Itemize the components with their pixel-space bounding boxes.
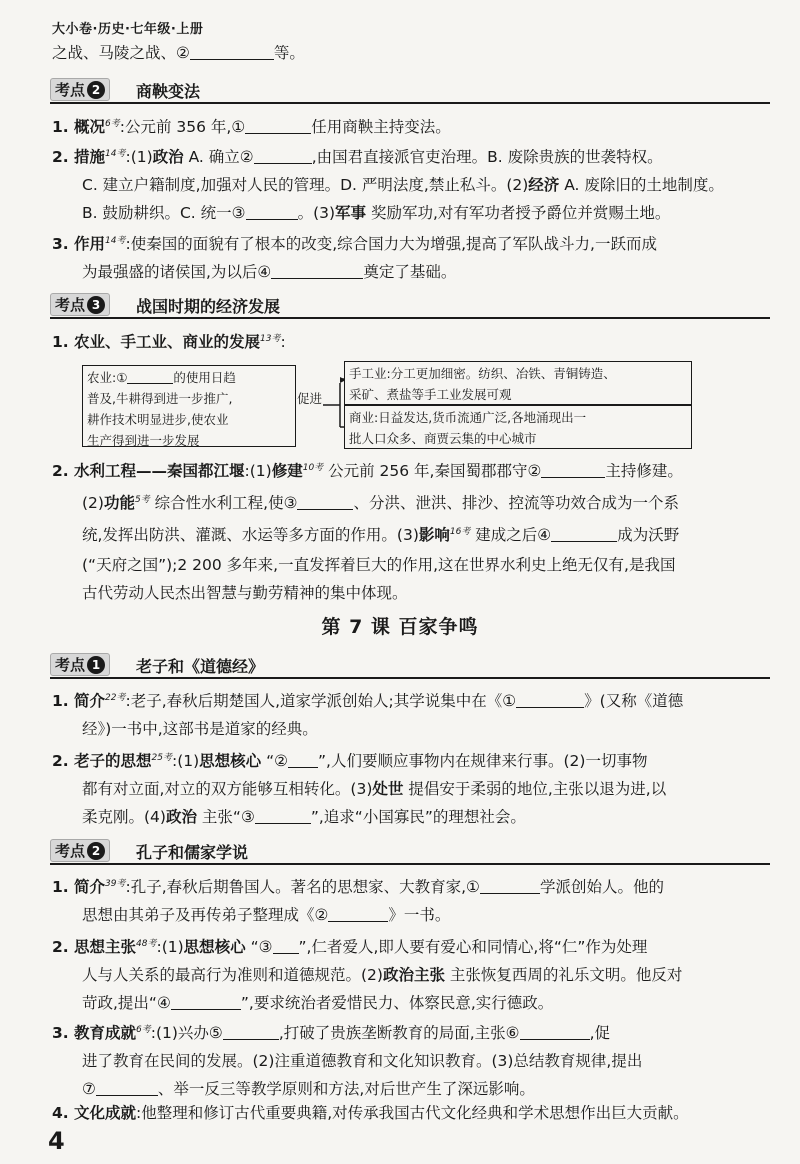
answer-blank[interactable] bbox=[288, 752, 318, 768]
list-item: 3. 作用$^{14考}$:使秦国的面貌有了根本的改变,综合国力大为增强,提高了军队战斗力,一跃而成 bbox=[52, 235, 657, 253]
answer-blank[interactable] bbox=[246, 204, 298, 220]
section-divider bbox=[50, 102, 770, 104]
list-item-continuation: C. 建立户籍制度,加强对人民的管理。D. 严明法度,禁止私斗。(2)经济 A. 废除旧的土地制度。 bbox=[82, 176, 724, 194]
section-divider bbox=[50, 677, 770, 679]
commerce-box: 商业:日益发达,货币流通广泛,各地涌现出一 批人口众多、商贾云集的中心城市 bbox=[344, 405, 692, 449]
section-header-kongzi bbox=[50, 838, 770, 864]
continuation-line: 之战、马陵之战、② 等。 bbox=[52, 44, 305, 62]
answer-blank[interactable] bbox=[328, 906, 388, 922]
answer-blank[interactable] bbox=[551, 526, 617, 542]
answer-blank[interactable] bbox=[254, 148, 312, 164]
section-tag: 考点 3 bbox=[50, 293, 110, 316]
list-item-continuation: ⑦ 、举一反三等教学原则和方法,对后世产生了深远影响。 bbox=[82, 1080, 535, 1098]
section-header-shangyang bbox=[50, 77, 770, 103]
page-header: 大小卷·历史·七年级·上册 bbox=[52, 22, 204, 37]
list-item: 2. 措施$^{14考}$:(1)政治 A. 确立② ,由国君直接派官吏治理。B. 废除贵族的世袭特权。 bbox=[52, 148, 663, 166]
section-header-economy bbox=[50, 292, 770, 318]
list-item-continuation: 统,发挥出防洪、灌溉、水运等多方面的作用。(3)影响$^{16考}$ 建成之后④ 成为沃野 bbox=[82, 526, 680, 544]
lesson-title: 第 7 课 百家争鸣 bbox=[321, 616, 479, 638]
section-divider bbox=[50, 863, 770, 865]
list-item-continuation: 柔克刚。(4)政治 主张“③ ”,追求“小国寡民”的理想社会。 bbox=[82, 808, 526, 826]
list-item-continuation: (“天府之国”);2 200 多年来,一直发挥着巨大的作用,这在世界水利史上绝无仅有,是我国 bbox=[82, 556, 676, 574]
answer-blank[interactable] bbox=[541, 462, 605, 478]
page-number: 4 bbox=[48, 1127, 65, 1155]
list-item: 3. 教育成就$^{6考}$:(1)兴办⑤ ,打破了贵族垄断教育的局面,主张⑥ ,促 bbox=[52, 1024, 611, 1042]
list-item-continuation: 进了教育在民间的发展。(2)注重道德教育和文化知识教育。(3)总结教育规律,提出 bbox=[82, 1052, 643, 1070]
list-item-continuation: 都有对立面,对立的双方能够互相转化。(3)处世 提倡安于柔弱的地位,主张以退为进,以 bbox=[82, 780, 667, 798]
list-item: 4. 文化成就:他整理和修订古代重要典籍,对传承我国古代文化经典和学术思想作出巨大贡献。 bbox=[52, 1104, 689, 1122]
list-item: 2. 思想主张$^{48考}$:(1)思想核心 “③ ”,仁者爱人,即人要有爱心和同情心,将“仁”作为处理 bbox=[52, 938, 648, 956]
section-tag: 考点 1 bbox=[50, 653, 110, 676]
economy-diagram bbox=[82, 361, 692, 449]
answer-blank[interactable] bbox=[223, 1024, 279, 1040]
handicraft-box: 手工业:分工更加细密。纺织、冶铁、青铜铸造、 采矿、煮盐等手工业发展可观 bbox=[344, 361, 692, 405]
section-number-badge: 2 bbox=[87, 842, 105, 860]
list-item-continuation: B. 鼓励耕织。C. 统一③ 。(3)军事 奖励军功,对有军功者授予爵位并赏赐土地。 bbox=[82, 204, 671, 222]
agriculture-box: 农业:① 的使用日趋 普及,牛耕得到进一步推广, 耕作技术明显进步,使农业 生产得到进一步发展 bbox=[82, 365, 296, 447]
section-number-badge: 2 bbox=[87, 81, 105, 99]
list-item: 1. 简介$^{22考}$:老子,春秋后期楚国人,道家学派创始人;其学说集中在《① 》(又称《道德 bbox=[52, 692, 684, 710]
list-item-continuation: 思想由其弟子及再传弟子整理成《② 》一书。 bbox=[82, 906, 451, 924]
answer-blank[interactable] bbox=[245, 118, 311, 134]
section-header-laozi bbox=[50, 652, 770, 678]
list-item: 1. 概况$^{6考}$:公元前 356 年,① 任用商鞅主持变法。 bbox=[52, 118, 451, 136]
section-tag: 考点 2 bbox=[50, 78, 110, 101]
answer-blank[interactable] bbox=[171, 994, 241, 1010]
section-title: 战国时期的经济发展 bbox=[136, 297, 281, 316]
answer-blank[interactable] bbox=[271, 263, 363, 279]
answer-blank[interactable] bbox=[273, 938, 299, 954]
section-divider bbox=[50, 317, 770, 319]
list-item-continuation: 人与人关系的最高行为准则和道德规范。(2)政治主张 主张恢复西周的礼乐文明。他反对 bbox=[82, 966, 683, 984]
section-number-badge: 1 bbox=[87, 656, 105, 674]
answer-blank[interactable] bbox=[297, 494, 353, 510]
list-item: 2. 老子的思想$^{25考}$:(1)思想核心 “② ”,人们要顺应事物内在规律来行事。(2)一切事物 bbox=[52, 752, 648, 770]
answer-blank[interactable] bbox=[480, 878, 540, 894]
answer-blank[interactable] bbox=[96, 1080, 158, 1096]
list-item: 2. 水利工程——秦国都江堰:(1)修建$^{10考}$ 公元前 256 年,秦国蜀郡郡守② 主持修建。 bbox=[52, 462, 683, 480]
list-item-continuation: 古代劳动人民杰出智慧与勤劳精神的集中体现。 bbox=[82, 584, 408, 602]
list-item-continuation: (2)功能$^{5考}$ 综合性水利工程,使③ 、分洪、泄洪、排沙、控流等功效合成为一个系 bbox=[82, 494, 679, 512]
section-title: 孔子和儒家学说 bbox=[136, 843, 249, 862]
list-item: 1. 简介$^{39考}$:孔子,春秋后期鲁国人。著名的思想家、大教育家,① 学派创始人。他的 bbox=[52, 878, 664, 896]
arrow-label: 促进 bbox=[297, 391, 323, 406]
section-title: 老子和《道德经》 bbox=[136, 657, 265, 676]
answer-blank[interactable] bbox=[190, 44, 274, 60]
section-tag: 考点 2 bbox=[50, 839, 110, 862]
list-item-continuation: 经》)一书中,这部书是道家的经典。 bbox=[82, 720, 318, 738]
answer-blank[interactable] bbox=[255, 808, 311, 824]
answer-blank[interactable] bbox=[516, 692, 584, 708]
list-item-continuation: 为最强盛的诸侯国,为以后④ 奠定了基础。 bbox=[82, 263, 457, 281]
section-title: 商鞅变法 bbox=[136, 82, 201, 101]
section-number-badge: 3 bbox=[87, 296, 105, 314]
answer-blank[interactable] bbox=[127, 371, 173, 384]
list-item: 1. 农业、手工业、商业的发展$^{13考}$: bbox=[52, 333, 286, 351]
list-item-continuation: 苛政,提出“④ ”,要求统治者爱惜民力、体察民意,实行德政。 bbox=[82, 994, 554, 1012]
answer-blank[interactable] bbox=[520, 1024, 590, 1040]
